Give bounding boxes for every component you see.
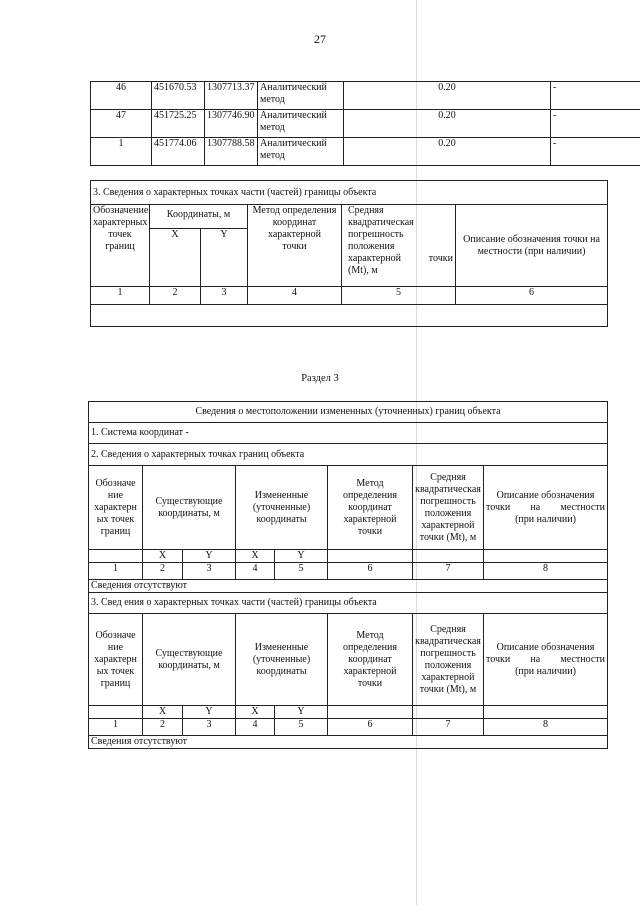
header-point-designation xyxy=(91,205,150,287)
empty-cell xyxy=(328,706,413,719)
header-text: Метод определения xyxy=(343,629,397,653)
header-text: (уточненные) xyxy=(252,653,311,665)
table-row xyxy=(89,563,608,580)
header-text: координаты, м xyxy=(158,659,220,671)
header-text: координаты xyxy=(256,665,307,677)
table-row xyxy=(89,402,608,423)
column-number: 1 xyxy=(89,719,143,736)
header-x: X xyxy=(236,706,275,719)
header-text: Обозначе xyxy=(95,477,136,489)
header-method xyxy=(248,205,342,287)
header-mt xyxy=(413,614,484,706)
header-y: Y xyxy=(183,550,236,563)
column-number: 5 xyxy=(275,719,328,736)
table-row xyxy=(91,82,640,110)
header-mt xyxy=(342,205,456,287)
header-text: ние xyxy=(107,489,124,501)
header-text: Описание обозначения xyxy=(496,489,595,501)
header-text: точки (Mt), м xyxy=(419,683,477,695)
coord-x: 451774.06 xyxy=(152,138,205,166)
header-text: положения xyxy=(424,659,472,671)
header-text: характерной xyxy=(343,513,397,525)
header-changed-coords xyxy=(236,466,328,550)
table-row xyxy=(91,181,608,205)
header-text: характерн xyxy=(94,501,137,513)
empty-row xyxy=(91,305,608,327)
header-y: Y xyxy=(183,706,236,719)
header-text: координат xyxy=(272,217,317,228)
table-row xyxy=(89,444,608,466)
header-y: Y xyxy=(275,550,328,563)
column-number: 3 xyxy=(183,563,236,580)
empty-cell xyxy=(413,706,484,719)
header-x: X xyxy=(143,550,183,563)
empty-cell xyxy=(89,706,143,719)
header-text: координаты xyxy=(256,513,307,525)
table-row xyxy=(89,706,608,719)
header-text: характерной xyxy=(343,665,397,677)
points-continuation-table xyxy=(90,81,640,166)
column-number: 2 xyxy=(143,563,183,580)
header-text: точки xyxy=(282,241,307,252)
header-text: ых точек xyxy=(96,665,135,677)
method-cell xyxy=(258,110,344,138)
method-text: Аналитический xyxy=(260,82,327,93)
header-text: квадратическая xyxy=(415,635,481,647)
column-number: 4 xyxy=(236,719,275,736)
table-row xyxy=(89,614,608,706)
header-text: Измененные xyxy=(254,641,309,653)
empty-cell xyxy=(484,706,608,719)
header-method xyxy=(328,614,413,706)
table-row xyxy=(89,423,608,444)
absent-note: Сведения отсутствуют xyxy=(89,580,608,593)
table-row xyxy=(91,138,640,166)
column-number: 6 xyxy=(456,287,608,305)
column-number: 3 xyxy=(183,719,236,736)
header-text: точки xyxy=(428,253,453,264)
method-cell xyxy=(258,138,344,166)
header-text: характерной xyxy=(268,229,321,240)
header-text: (при наличии) xyxy=(515,665,576,677)
header-text xyxy=(348,253,453,265)
description: - xyxy=(551,138,640,166)
table-row xyxy=(91,110,640,138)
table-row xyxy=(89,736,608,749)
header-text: Описание обозначения xyxy=(496,641,595,653)
header-description: Описание обозначения точки на местности (при наличии) xyxy=(456,205,608,287)
column-number: 7 xyxy=(413,719,484,736)
header-text: Обозначение xyxy=(93,205,149,216)
column-number: 8 xyxy=(484,719,608,736)
method-text: метод xyxy=(260,94,285,105)
header-text: (уточненные) xyxy=(252,501,311,513)
points-heading: 2. Сведения о характерных точках границ объекта xyxy=(89,444,608,466)
table-row xyxy=(91,287,608,305)
point-id: 47 xyxy=(91,110,152,138)
header-changed-coords xyxy=(236,614,328,706)
header-y: Y xyxy=(201,229,248,287)
method-text: Аналитический xyxy=(260,138,327,149)
mt-value: 0.20 xyxy=(344,138,551,166)
table-row xyxy=(89,466,608,550)
method-text: Аналитический xyxy=(260,110,327,121)
column-number: 1 xyxy=(91,287,150,305)
header-existing-coords xyxy=(143,614,236,706)
header-text: ние xyxy=(107,641,124,653)
header-text: характерной xyxy=(421,671,475,683)
header-text: характерной xyxy=(348,253,401,264)
description: - xyxy=(551,110,640,138)
empty-cell xyxy=(89,550,143,563)
header-text: координат xyxy=(348,653,392,665)
header-description xyxy=(484,614,608,706)
header-text: координаты, м xyxy=(158,507,220,519)
header-text: характерн xyxy=(94,653,137,665)
header-point-designation xyxy=(89,614,143,706)
header-text: точки (Mt), м xyxy=(419,531,477,543)
table-row xyxy=(91,205,608,229)
header-text: границ xyxy=(105,241,135,252)
coordinate-system: 1. Система координат - xyxy=(89,423,608,444)
mt-value: 0.20 xyxy=(344,82,551,110)
coord-y: 1307788.58 xyxy=(205,138,258,166)
header-text: точки на местности xyxy=(486,501,605,513)
description: - xyxy=(551,82,640,110)
parts-points-table xyxy=(90,180,608,327)
column-number: 7 xyxy=(413,563,484,580)
header-text: погрешность xyxy=(420,647,476,659)
header-text: Существующие xyxy=(155,495,223,507)
empty-cell xyxy=(484,550,608,563)
header-description xyxy=(484,466,608,550)
header-text: Метод определения xyxy=(343,477,397,501)
header-text: границ xyxy=(100,677,131,689)
column-number: 6 xyxy=(328,719,413,736)
column-number: 6 xyxy=(328,563,413,580)
table-row xyxy=(89,580,608,593)
header-text: границ xyxy=(100,525,131,537)
empty-cell xyxy=(328,550,413,563)
page-number: 27 xyxy=(314,32,326,46)
point-id: 1 xyxy=(91,138,152,166)
header-text: Средняя xyxy=(430,623,466,635)
header-x: X xyxy=(143,706,183,719)
header-text: погрешность xyxy=(420,495,476,507)
header-text: точки на местности xyxy=(486,653,605,665)
column-number: 5 xyxy=(342,287,456,305)
column-number: 4 xyxy=(248,287,342,305)
header-existing-coords xyxy=(143,466,236,550)
header-text: (Mt), м xyxy=(348,265,378,276)
header-text: квадратическая xyxy=(348,217,414,228)
point-id: 46 xyxy=(91,82,152,110)
header-text: погрешность xyxy=(348,229,404,240)
header-text: точки xyxy=(357,525,383,537)
header-coordinates: Координаты, м xyxy=(150,205,248,229)
header-x: X xyxy=(150,229,201,287)
header-text: Существующие xyxy=(155,647,223,659)
header-text: характерной xyxy=(421,519,475,531)
method-text: метод xyxy=(260,122,285,133)
column-number: 2 xyxy=(150,287,201,305)
empty-cell xyxy=(413,550,484,563)
section3-heading: Сведения о местоположении измененных (уточненных) границ объекта xyxy=(89,402,608,423)
header-text: Средняя xyxy=(430,471,466,483)
header-x: X xyxy=(236,550,275,563)
header-text: координат xyxy=(348,501,392,513)
header-text: (при наличии) xyxy=(515,513,576,525)
header-method xyxy=(328,466,413,550)
coord-y: 1307746.90 xyxy=(205,110,258,138)
column-number: 4 xyxy=(236,563,275,580)
parts-heading: 3. Свед ения о характерных точках части (частей) границы объекта xyxy=(89,593,608,614)
section-title: Раздел 3 xyxy=(301,373,339,384)
header-text: ых точек xyxy=(96,513,135,525)
header-point-designation xyxy=(89,466,143,550)
header-mt xyxy=(413,466,484,550)
table-row xyxy=(91,305,608,327)
header-text: положения xyxy=(348,241,395,252)
table-row xyxy=(89,593,608,614)
method-cell xyxy=(258,82,344,110)
table-row xyxy=(89,550,608,563)
header-text: характерных xyxy=(93,217,148,228)
column-number: 1 xyxy=(89,563,143,580)
header-text: точек xyxy=(108,229,132,240)
coord-x: 451725.25 xyxy=(152,110,205,138)
header-text: Средняя xyxy=(348,205,384,216)
column-number: 3 xyxy=(201,287,248,305)
mt-value: 0.20 xyxy=(344,110,551,138)
method-text: метод xyxy=(260,150,285,161)
column-number: 8 xyxy=(484,563,608,580)
header-text: точки xyxy=(357,677,383,689)
parts-title: 3. Сведения о характерных точках части (частей) границы объекта xyxy=(91,181,608,205)
coord-y: 1307713.37 xyxy=(205,82,258,110)
header-text: Измененные xyxy=(254,489,309,501)
header-text: положения xyxy=(424,507,472,519)
coord-x: 451670.53 xyxy=(152,82,205,110)
header-text: Метод определения xyxy=(252,205,337,216)
absent-note: Сведения отсутствуют xyxy=(89,736,608,749)
column-number: 5 xyxy=(275,563,328,580)
header-text: квадратическая xyxy=(415,483,481,495)
header-text: Обозначе xyxy=(95,629,136,641)
section3-table xyxy=(88,401,608,749)
column-number: 2 xyxy=(143,719,183,736)
table-row xyxy=(89,719,608,736)
header-y: Y xyxy=(275,706,328,719)
